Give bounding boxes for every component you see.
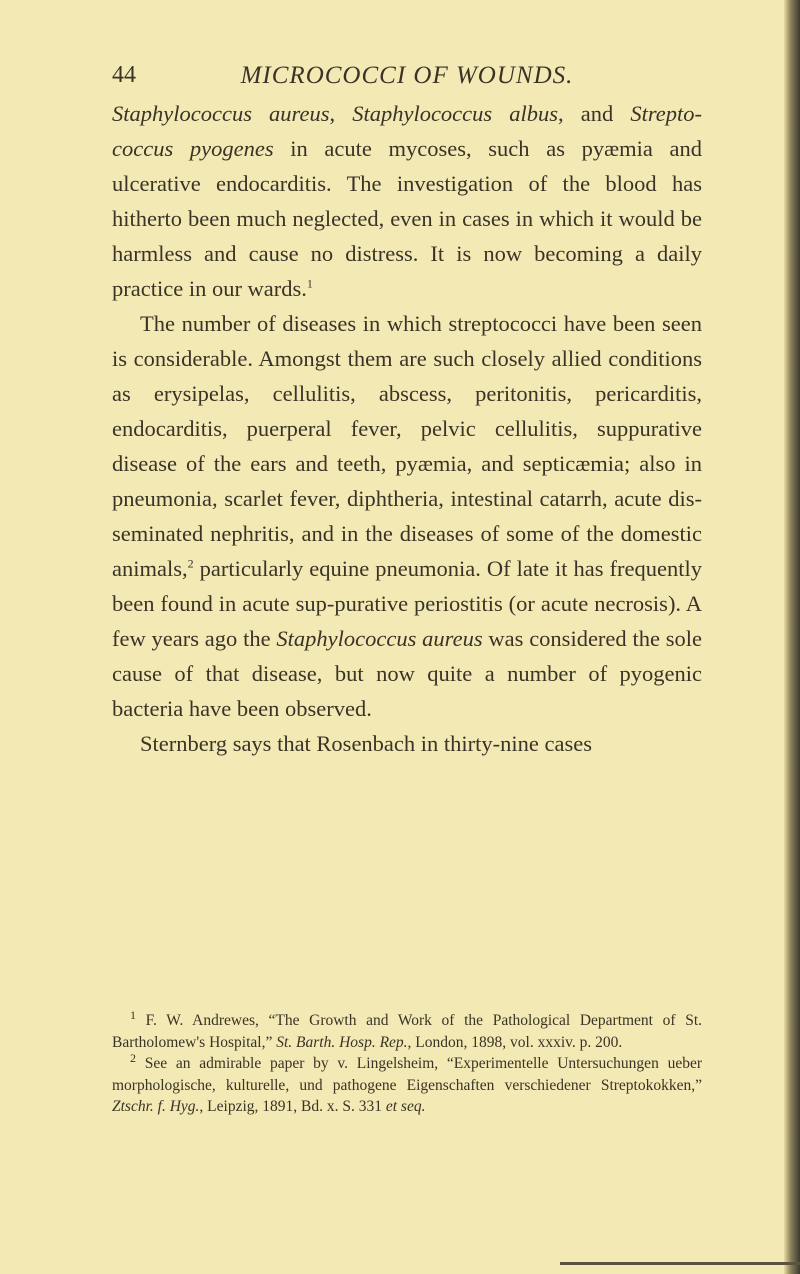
italic-text: et seq. — [385, 1098, 426, 1115]
page-number: 44 — [112, 62, 136, 88]
text-run: was considered the sole cause of that disease, but now quite a number of pyogenic bacteria have been observed. — [112, 626, 702, 721]
text-run: F. W. Andrewes, “The Growth and Work of the Pathological Department of St. Bartholomew's Hospital,” — [112, 1012, 702, 1051]
text-run: , London, 1898, vol. xxxiv. p. 200. — [407, 1033, 623, 1051]
italic-text: Staphylococcus aureus — [112, 101, 330, 126]
text-run: , and — [558, 101, 631, 126]
text-run: particularly equine pneumonia. Of late it has frequently been found in acute sup-purative periostitis (or acute necrosis). A few years ago the — [112, 556, 702, 651]
paragraph — [112, 726, 702, 761]
book-binding-edge — [784, 0, 800, 1274]
page-header — [112, 62, 702, 96]
footnote-marker: 1 — [306, 276, 313, 291]
footnote — [112, 1007, 702, 1053]
footnote — [112, 1050, 702, 1118]
text-run: See an admirable paper by v. Lingelsheim, “Experimentelle Untersuchungen ueber morphologische, kulturelle, und pathogene Eigenschaften verschiedener Streptokokken,” — [112, 1055, 702, 1094]
text-run: Sternberg says that Rosenbach in thirty-nine cases — [140, 731, 592, 756]
italic-text: Staphylococcus albus — [352, 101, 559, 126]
italic-text: Staphylococcus aureus — [276, 626, 483, 651]
paragraph — [112, 306, 702, 726]
footnote-marker: 1 — [130, 1007, 136, 1022]
footnote-marker: 2 — [187, 556, 194, 571]
body-text — [112, 96, 702, 761]
italic-text: Strepto-coccus pyogenes — [112, 101, 702, 161]
text-run: , — [329, 101, 353, 126]
text-run: , Leipzig, 1891, Bd. x. S. 331 — [199, 1098, 386, 1115]
footnotes — [112, 1007, 702, 1118]
text-run: in acute mycoses, such as pyæmia and ulcerative endocarditis. The investigation of the blood has hitherto been much neglected, even in cases in which it would be harmless and cause no distress. It is now becoming a daily practice in our wards. — [112, 136, 702, 301]
italic-text: Ztschr. f. Hyg. — [112, 1098, 200, 1115]
paragraph — [112, 96, 702, 306]
footnote-marker: 2 — [130, 1050, 136, 1065]
italic-text: St. Barth. Hosp. Rep. — [276, 1033, 408, 1051]
text-run: The number of diseases in which streptococci have been seen is considerable. Amongst them are such closely allied conditions as erysipelas, cellulitis, abscess, peritonitis, pericarditis, endocarditis, puerperal fever, pelvic cellulitis, suppurative disease of the ears and teeth, pyæmia, and septicæmia; also in pneumonia, scarlet fever, diphtheria, intestinal catarrh, acute dis-seminated nephritis, and in the diseases of some of the domestic animals, — [112, 311, 702, 581]
page-edge-line — [560, 1262, 800, 1265]
running-title: MICROCOCCI OF WOUNDS. — [240, 62, 574, 89]
